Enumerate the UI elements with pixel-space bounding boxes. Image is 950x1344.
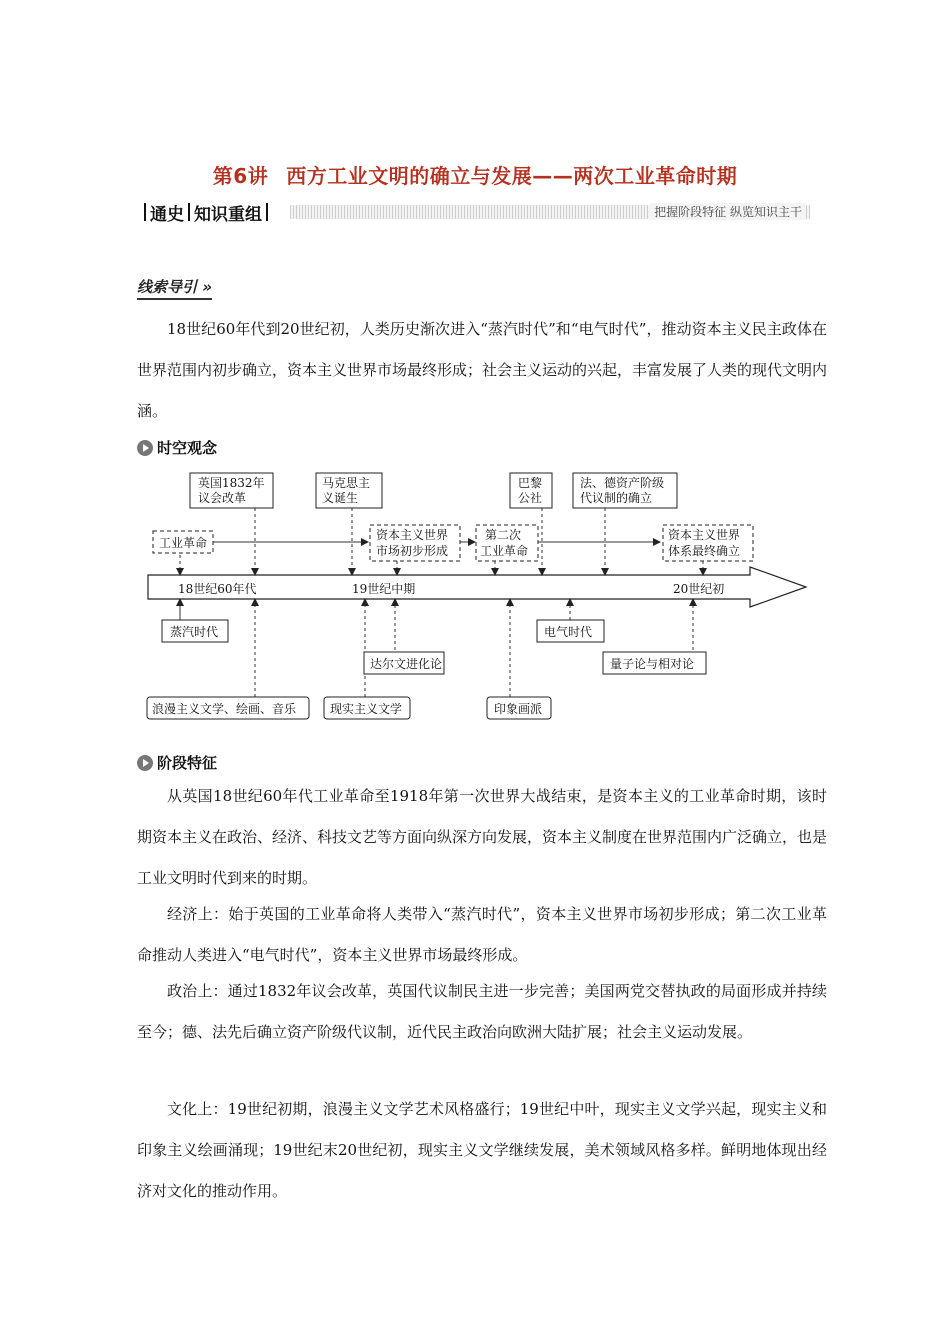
- box-text: 工业革命: [480, 544, 529, 558]
- clue-heading: 线索导引 »: [137, 276, 212, 300]
- axis-label: 19世纪中期: [352, 582, 416, 596]
- box-text: 体系最终确立: [668, 544, 741, 558]
- box-text: 议会改革: [198, 491, 247, 505]
- top-box: [316, 473, 382, 508]
- timeline-diagram: [140, 465, 815, 725]
- stage-heading-text: 阶段特征: [157, 754, 218, 772]
- box-text: 电气时代: [544, 625, 593, 639]
- box-text: 市场初步形成: [376, 544, 449, 558]
- bottom-box: [364, 652, 444, 674]
- play-bullet-icon: [137, 440, 153, 456]
- page-title: [0, 160, 950, 189]
- timespace-heading-text: 时空观念: [157, 439, 218, 457]
- culture-paragraph: 文化上：19世纪初期，浪漫主义文学艺术风格盛行；19世纪中叶，现实主义文学兴起，现实主义和印象主义绘画涌现；19世纪末20世纪初，现实主义文学继续发展，美术领域风格多样。鲜明地体现出经济对文化的推动作用。: [137, 1100, 827, 1200]
- box-text: 现实主义文学: [330, 702, 403, 716]
- axis-label: 18世纪60年代: [178, 582, 257, 596]
- mid-box: [476, 525, 538, 561]
- box-text: 达尔文进化论: [370, 657, 443, 671]
- play-bullet-icon: [137, 755, 153, 771]
- box-text: 义诞生: [322, 491, 359, 505]
- intro-paragraph: 18世纪60年代到20世纪初，人类历史渐次进入“蒸汽时代”和“电气时代”，推动资本主义民主政体在世界范围内初步确立，资本主义世界市场最终形成；社会主义运动的兴起，丰富发展了人类的现代文明内涵。: [137, 320, 828, 420]
- box-text: 印象画派: [494, 702, 543, 716]
- banner-divider: [188, 203, 190, 221]
- box-text: 代议制的确立: [580, 491, 653, 505]
- timespace-heading: [137, 437, 217, 458]
- banner-label-a: 通史: [150, 204, 184, 225]
- economy-paragraph: 经济上：始于英国的工业革命将人类带入“蒸汽时代”，资本主义世界市场初步形成；第二次工业革命推动人类进入“电气时代”，资本主义世界市场最终形成。: [137, 905, 827, 964]
- box-text: 公社: [518, 491, 543, 505]
- top-box: [573, 473, 677, 508]
- mid-box: [153, 531, 213, 553]
- bottom-box: [162, 620, 228, 642]
- banner-slogan: 把握阶段特征 纵览知识主干: [650, 203, 806, 220]
- banner-divider: [266, 203, 268, 221]
- bottom-box: [487, 697, 551, 719]
- banner-divider: [144, 203, 146, 221]
- box-text: 资本主义世界: [376, 528, 449, 542]
- box-text: 法、德资产阶级: [580, 476, 665, 490]
- banner-label-b: 知识重组: [194, 204, 262, 225]
- bottom-box: [324, 697, 410, 719]
- lecture-title: 西方工业文明的确立与发展——两次工业革命时期: [286, 164, 738, 188]
- box-text: 马克思主: [322, 476, 371, 490]
- box-text: 浪漫主义文学、绘画、音乐: [152, 702, 297, 716]
- bottom-box: [537, 620, 604, 642]
- mid-box: [370, 525, 460, 561]
- top-box: [510, 473, 552, 508]
- box-text: 资本主义世界: [668, 528, 741, 542]
- politics-paragraph: 政治上：通过1832年议会改革，英国代议制民主进一步完善；美国两党交替执政的局面形成并持续至今；德、法先后确立资产阶级代议制，近代民主政治向欧洲大陆扩展；社会主义运动发展。: [137, 982, 827, 1041]
- bottom-box: [603, 652, 706, 674]
- box-text: 工业革命: [159, 536, 208, 550]
- box-text: 第二次: [485, 528, 522, 542]
- banner-label: [140, 200, 272, 224]
- mid-box: [663, 525, 753, 561]
- box-text: 量子论与相对论: [610, 657, 695, 671]
- box-text: 英国1832年: [198, 476, 265, 490]
- box-text: 巴黎: [518, 476, 543, 490]
- stage-paragraph: 从英国18世纪60年代工业革命至1918年第一次世界大战结束，是资本主义的工业革命时期，该时期资本主义在政治、经济、科技文艺等方面向纵深方向发展，资本主义制度在世界范围内广泛确立，也是工业文明时代到来的时期。: [137, 787, 828, 887]
- box-text: 蒸汽时代: [170, 625, 219, 639]
- lecture-number: 第6讲: [212, 164, 269, 188]
- top-box: [190, 473, 273, 508]
- section-banner: [140, 200, 810, 224]
- stage-heading: [137, 752, 217, 773]
- bottom-box: [147, 697, 309, 719]
- axis-label: 20世纪初: [673, 582, 725, 596]
